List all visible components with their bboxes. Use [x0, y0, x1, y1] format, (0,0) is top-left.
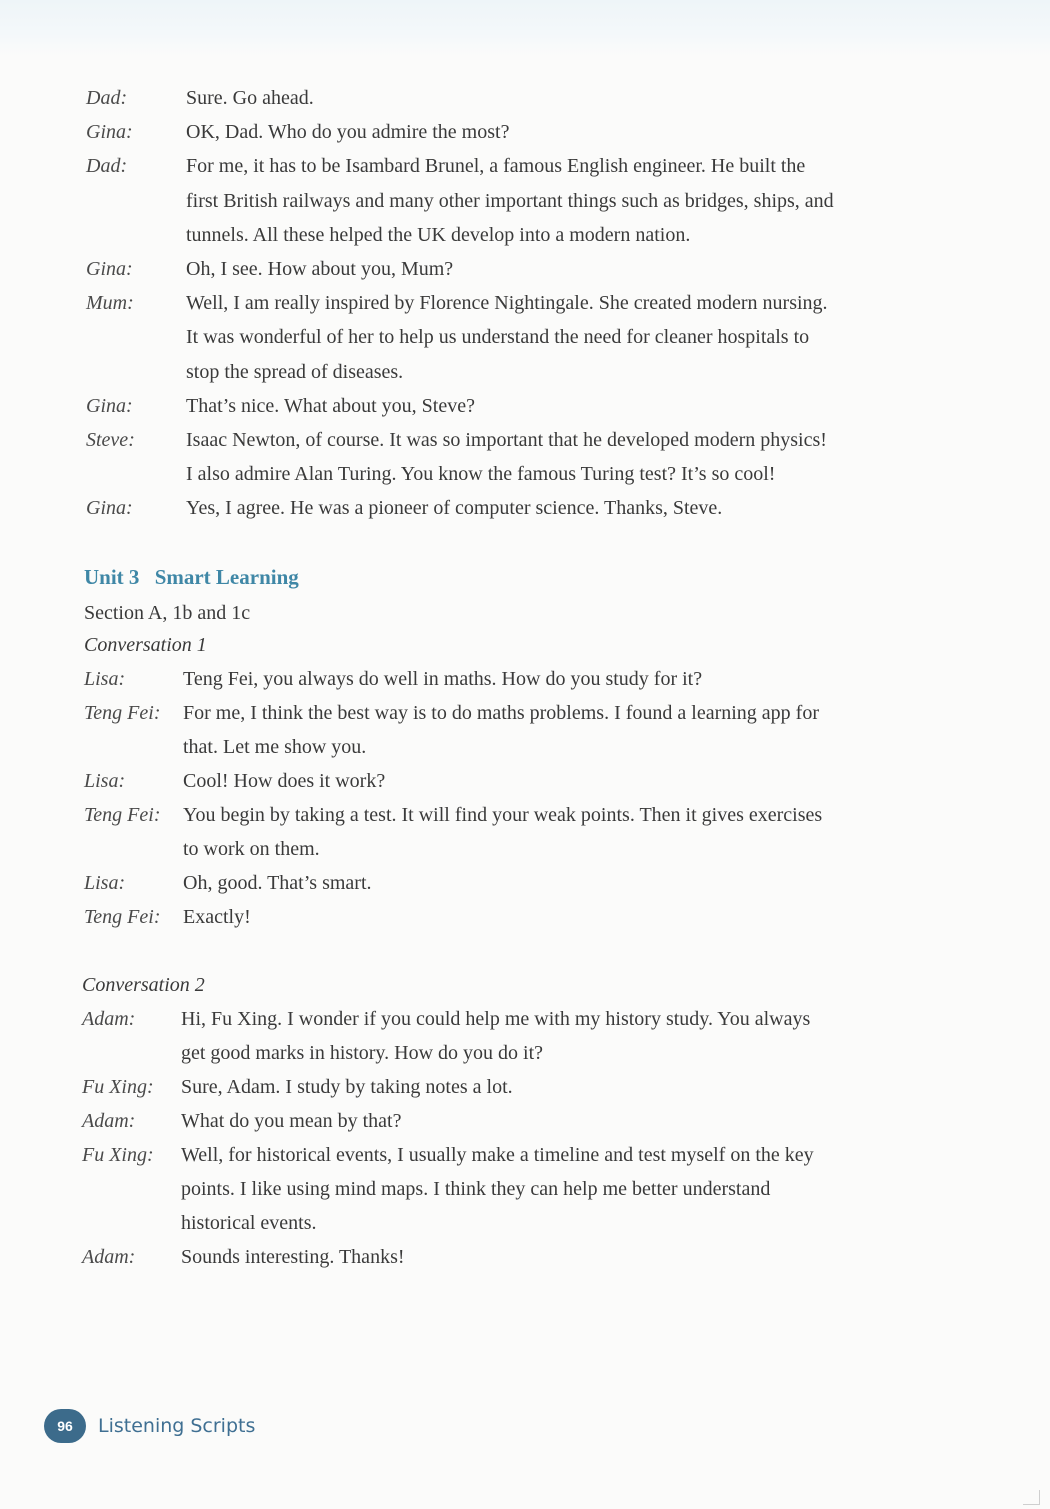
dialogue-line: It was wonderful of her to help us understand the need for cleaner hospitals to: [186, 326, 810, 349]
dialogue-line: Teng Fei, you always do well in maths. How do you study for it?: [183, 668, 703, 690]
dialogue-line: points. I like using mind maps. I think they can help me better understand: [181, 1178, 771, 1200]
unit-number: Unit 3: [84, 565, 140, 589]
page-footer: [44, 1409, 255, 1443]
top-decorative-band: [0, 0, 1050, 56]
speaker-name: Gina:: [86, 258, 133, 280]
dialogue-line: Sounds interesting. Thanks!: [181, 1246, 405, 1268]
speaker-name: Adam:: [82, 1008, 136, 1030]
speaker-name: Fu Xing:: [82, 1144, 154, 1166]
dialogue-line: Sure. Go ahead.: [186, 87, 314, 109]
corner-mark: [1023, 1490, 1040, 1505]
dialogue-line: Hi, Fu Xing. I wonder if you could help me with my history study. You always: [181, 1008, 811, 1030]
dialogue-line: That’s nice. What about you, Steve?: [186, 394, 475, 417]
page-number-badge: 96: [44, 1409, 86, 1443]
speaker-name: Steve:: [86, 429, 135, 451]
dialogue-line: get good marks in history. How do you do it?: [181, 1042, 544, 1064]
speaker-name: Dad:: [86, 87, 128, 109]
unit-heading: [84, 562, 299, 592]
dialogue-line: You begin by taking a test. It will find your weak points. Then it gives exercises: [183, 804, 823, 826]
dialogue-line: Oh, good. That’s smart.: [183, 872, 372, 894]
speaker-name: Gina:: [86, 121, 133, 144]
speaker-name: Adam:: [82, 1246, 136, 1268]
speaker-name: Lisa:: [84, 668, 126, 690]
dialogue-line: OK, Dad. Who do you admire the most?: [186, 121, 510, 144]
dialogue-line: For me, it has to be Isambard Brunel, a famous English engineer. He built the: [186, 155, 806, 178]
dialogue-line: Isaac Newton, of course. It was so important that he developed modern physics!: [186, 429, 827, 451]
conversation2-heading: Conversation 2: [82, 974, 205, 996]
dialogue-line: I also admire Alan Turing. You know the famous Turing test? It’s so cool!: [186, 463, 776, 486]
speaker-name: Lisa:: [84, 770, 126, 792]
unit-title: Smart Learning: [154, 565, 299, 589]
dialogue-line: tunnels. All these helped the UK develop into a modern nation.: [186, 223, 691, 246]
dialogue-line: For me, I think the best way is to do maths problems. I found a learning app for: [183, 702, 819, 724]
section-label: Section A, 1b and 1c: [84, 602, 251, 624]
footer-label: Listening Scripts: [98, 1415, 256, 1437]
dialogue-line: What do you mean by that?: [181, 1110, 402, 1132]
dialogue-line: historical events.: [181, 1212, 317, 1234]
speaker-name: Gina:: [86, 394, 133, 417]
speaker-name: Dad:: [86, 155, 128, 178]
dialogue-line: stop the spread of diseases.: [186, 360, 404, 383]
dialogue-line: Sure, Adam. I study by taking notes a lot.: [181, 1076, 513, 1098]
dialogue-line: first British railways and many other important things such as bridges, ships, and: [186, 189, 834, 212]
speaker-name: Fu Xing:: [82, 1076, 154, 1098]
dialogue-line: Oh, I see. How about you, Mum?: [186, 258, 454, 280]
speaker-name: Teng Fei:: [84, 702, 161, 724]
dialogue-line: to work on them.: [183, 838, 320, 860]
speaker-name: Lisa:: [84, 872, 126, 894]
dialogue-line: Exactly!: [183, 906, 251, 928]
dialogue-line: Cool! How does it work?: [183, 770, 386, 792]
dialogue-line: Well, I am really inspired by Florence Nightingale. She created modern nursing.: [186, 292, 828, 315]
speaker-name: Teng Fei:: [84, 906, 161, 928]
speaker-name: Gina:: [86, 497, 133, 520]
speaker-name: Teng Fei:: [84, 804, 161, 826]
speaker-name: Mum:: [86, 292, 134, 315]
speaker-name: Adam:: [82, 1110, 136, 1132]
conversation1-heading: Conversation 1: [84, 634, 207, 656]
dialogue-line: Yes, I agree. He was a pioneer of computer science. Thanks, Steve.: [186, 497, 723, 520]
dialogue-line: Well, for historical events, I usually make a timeline and test myself on the key: [181, 1144, 814, 1166]
dialogue-line: that. Let me show you.: [183, 736, 367, 758]
